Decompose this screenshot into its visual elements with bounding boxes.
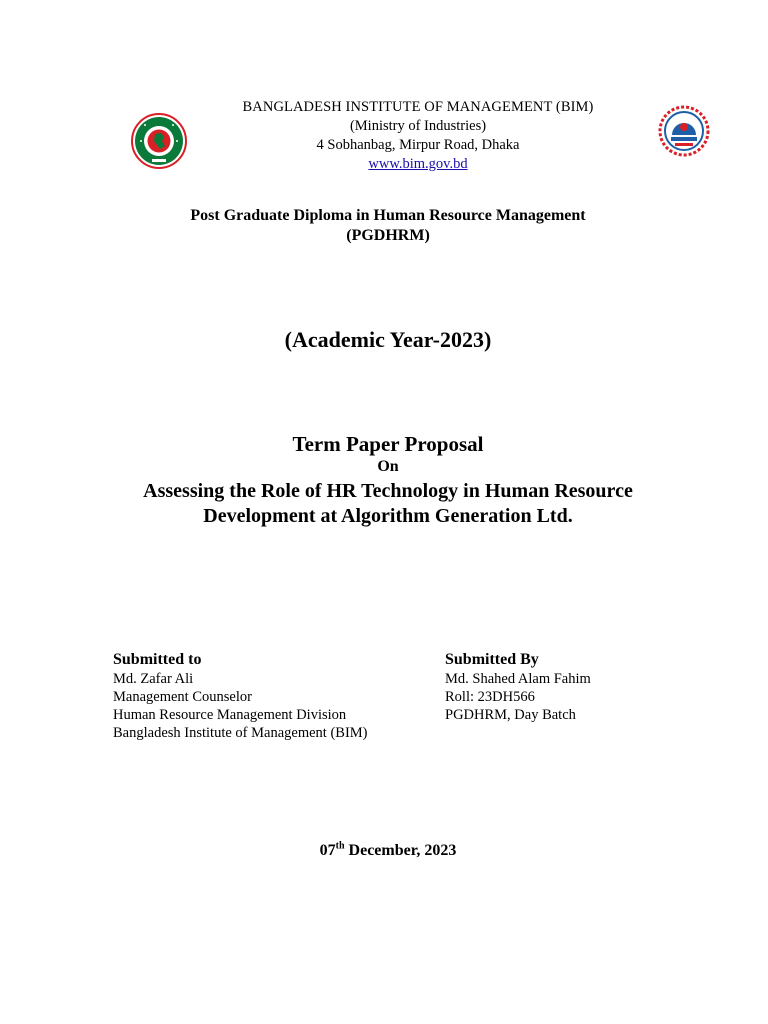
program-abbr: (PGDHRM) xyxy=(346,227,430,244)
topic-line: Assessing the Role of HR Technology in Human Resource xyxy=(143,480,633,502)
term-paper-on: On xyxy=(377,458,399,475)
date-suffix: th xyxy=(335,840,345,852)
submitted-by-line: Roll: 23DH566 xyxy=(445,689,535,705)
ministry-name: (Ministry of Industries) xyxy=(349,118,487,134)
date-rest: December, 2023 xyxy=(344,842,457,859)
institute-header xyxy=(0,98,768,174)
topic-line: Development at Algorithm Generation Ltd. xyxy=(203,505,573,527)
submitted-by-line: PGDHRM, Day Batch xyxy=(445,707,576,723)
term-paper-title: Term Paper Proposal xyxy=(292,432,484,456)
date-day: 07 xyxy=(319,842,336,859)
institute-name: BANGLADESH INSTITUTE OF MANAGEMENT (BIM) xyxy=(242,99,594,115)
submission-date xyxy=(0,842,768,860)
submitted-to-line: Human Resource Management Division xyxy=(113,707,347,723)
term-paper-topic xyxy=(0,479,768,529)
submitted-to-line: Management Counselor xyxy=(113,689,252,705)
submitted-by-heading: Submitted By xyxy=(445,651,539,668)
submitted-to-line: Bangladesh Institute of Management (BIM) xyxy=(113,725,368,741)
institute-address: 4 Sobhanbag, Mirpur Road, Dhaka xyxy=(316,137,520,153)
submitted-to-block xyxy=(113,650,368,742)
program-title xyxy=(0,206,768,246)
submitted-to-heading: Submitted to xyxy=(113,651,202,668)
submitted-to-line: Md. Zafar Ali xyxy=(113,671,194,687)
program-name: Post Graduate Diploma in Human Resource Management xyxy=(190,207,586,224)
submitted-by-line: Md. Shahed Alam Fahim xyxy=(445,671,591,687)
academic-year: (Academic Year-2023) xyxy=(284,327,492,352)
website-link[interactable]: www.bim.gov.bd xyxy=(368,156,468,172)
submitted-by-block xyxy=(445,650,591,724)
